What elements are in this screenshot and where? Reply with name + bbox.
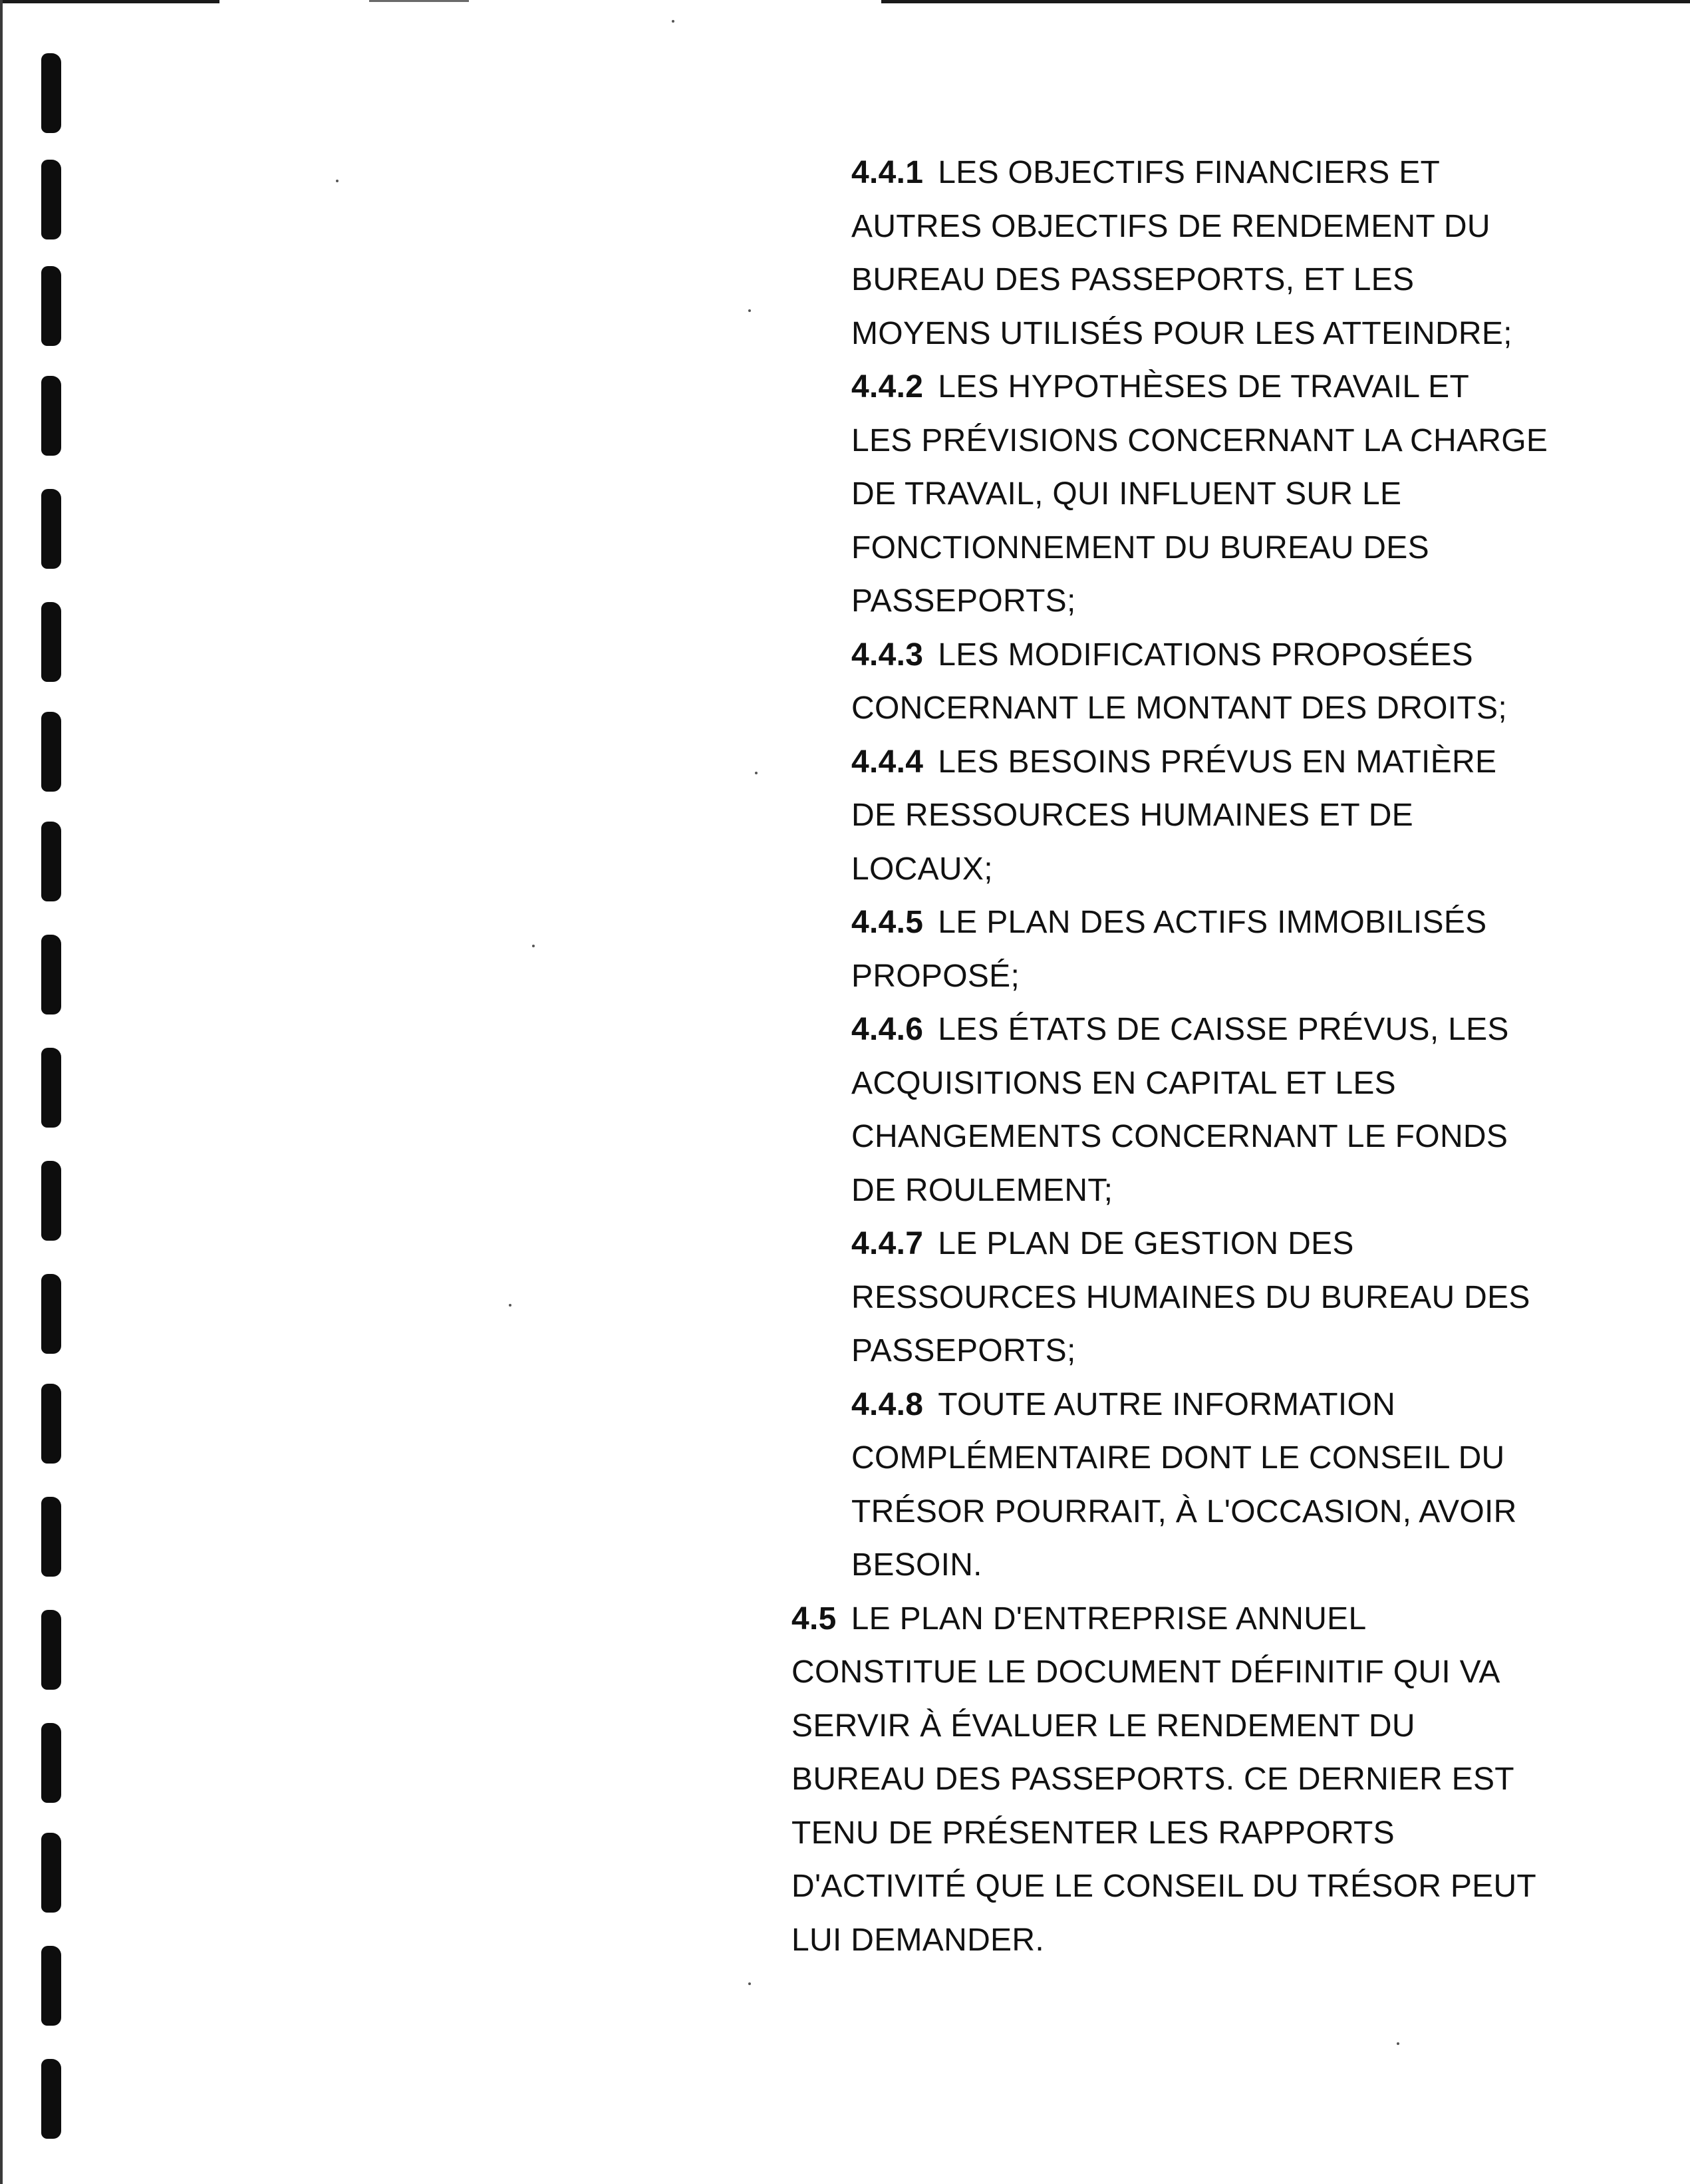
item-number: 4.4.7 bbox=[851, 1226, 924, 1261]
binding-hole bbox=[41, 2059, 61, 2139]
item-number: 4.4.6 bbox=[851, 1012, 924, 1047]
list-item bbox=[785, 629, 1643, 736]
item-text-line: DE RESSOURCES HUMAINES ET DE bbox=[851, 798, 1414, 833]
item-text-line: DE TRAVAIL, QUI INFLUENT SUR LE bbox=[851, 476, 1402, 512]
item-text-line: ACQUISITIONS EN CAPITAL ET LES bbox=[851, 1065, 1396, 1101]
binding-hole bbox=[41, 53, 61, 133]
item-text-line: AUTRES OBJECTIFS DE RENDEMENT DU bbox=[851, 208, 1490, 244]
list-item-first-line bbox=[851, 629, 1643, 683]
item-text-line: LOCAUX; bbox=[851, 851, 993, 887]
item-text-line: COMPLÉMENTAIRE DONT LE CONSEIL DU bbox=[851, 1440, 1505, 1476]
item-number: 4.4.8 bbox=[851, 1386, 924, 1422]
item-text: LES ÉTATS DE CAISSE PRÉVUS, LES bbox=[938, 1012, 1509, 1047]
item-text-line: PASSEPORTS; bbox=[851, 1333, 1076, 1368]
item-text-line: LUI DEMANDER. bbox=[791, 1922, 1044, 1958]
item-text: LES HYPOTHÈSES DE TRAVAIL ET bbox=[938, 369, 1470, 404]
binding-hole bbox=[41, 160, 61, 239]
section-paragraph bbox=[785, 1593, 1643, 1968]
list-item-first-line bbox=[791, 1593, 1643, 1646]
item-text-line: TRÉSOR POURRAIT, À L'OCCASION, AVOIR bbox=[851, 1493, 1517, 1529]
binding-hole bbox=[41, 1497, 61, 1577]
binding-hole bbox=[41, 1946, 61, 2026]
scan-speck bbox=[1397, 2042, 1399, 2045]
item-text-line: LES PRÉVISIONS CONCERNANT LA CHARGE bbox=[851, 422, 1548, 458]
list-item bbox=[785, 146, 1643, 361]
item-number: 4.5 bbox=[791, 1601, 837, 1637]
item-text: LES OBJECTIFS FINANCIERS ET bbox=[938, 155, 1441, 190]
binding-holes bbox=[0, 0, 80, 2184]
item-text: TOUTE AUTRE INFORMATION bbox=[938, 1386, 1396, 1422]
item-text-line: FONCTIONNEMENT DU BUREAU DES bbox=[851, 530, 1429, 565]
item-number: 4.4.5 bbox=[851, 905, 924, 940]
scan-speck bbox=[336, 180, 339, 182]
list-item bbox=[785, 1378, 1643, 1593]
item-text-line: CHANGEMENTS CONCERNANT LE FONDS bbox=[851, 1119, 1508, 1154]
list-item bbox=[785, 896, 1643, 1003]
item-text: LES MODIFICATIONS PROPOSÉES bbox=[938, 637, 1473, 673]
list-item-first-line bbox=[851, 361, 1643, 414]
list-item bbox=[785, 361, 1643, 629]
list-item bbox=[785, 736, 1643, 897]
item-number: 4.4.4 bbox=[851, 744, 924, 780]
item-text-line: DE ROULEMENT; bbox=[851, 1172, 1113, 1208]
item-text: LES BESOINS PRÉVUS EN MATIÈRE bbox=[938, 744, 1497, 780]
list-item-first-line bbox=[851, 896, 1643, 950]
scan-speck bbox=[672, 20, 674, 23]
item-text-line: BUREAU DES PASSEPORTS. CE DERNIER EST bbox=[791, 1762, 1514, 1797]
binding-hole bbox=[41, 935, 61, 1014]
binding-hole bbox=[41, 822, 61, 901]
item-text-line: MOYENS UTILISÉS POUR LES ATTEINDRE; bbox=[851, 315, 1512, 351]
item-text-line: D'ACTIVITÉ QUE LE CONSEIL DU TRÉSOR PEUT bbox=[791, 1869, 1537, 1904]
item-number: 4.4.3 bbox=[851, 637, 924, 673]
binding-hole bbox=[41, 1833, 61, 1913]
item-text-line: PROPOSÉ; bbox=[851, 958, 1020, 994]
item-number: 4.4.2 bbox=[851, 369, 924, 404]
item-text-line: PASSEPORTS; bbox=[851, 583, 1076, 619]
top-edge-rule-middle bbox=[369, 0, 469, 2]
scan-speck bbox=[532, 945, 535, 947]
item-text: LE PLAN D'ENTREPRISE ANNUEL bbox=[851, 1601, 1367, 1637]
binding-hole bbox=[41, 602, 61, 682]
binding-hole bbox=[41, 1384, 61, 1464]
binding-hole bbox=[41, 1161, 61, 1241]
item-text: LE PLAN DES ACTIFS IMMOBILISÉS bbox=[938, 905, 1487, 940]
item-text-line: CONSTITUE LE DOCUMENT DÉFINITIF QUI VA bbox=[791, 1654, 1500, 1690]
list-item-first-line bbox=[851, 146, 1643, 200]
list-item-first-line bbox=[851, 736, 1643, 790]
item-number: 4.4.1 bbox=[851, 155, 924, 190]
binding-hole bbox=[41, 266, 61, 346]
list-item-first-line bbox=[851, 1217, 1643, 1271]
list-item-first-line bbox=[851, 1378, 1643, 1432]
binding-hole bbox=[41, 1610, 61, 1690]
binding-hole bbox=[41, 1274, 61, 1354]
item-text-line: BESOIN. bbox=[851, 1547, 982, 1583]
scan-speck bbox=[748, 1982, 751, 1985]
binding-hole bbox=[41, 712, 61, 792]
binding-hole bbox=[41, 489, 61, 569]
item-text-line: CONCERNANT LE MONTANT DES DROITS; bbox=[851, 691, 1508, 726]
item-text-line: TENU DE PRÉSENTER LES RAPPORTS bbox=[791, 1815, 1395, 1851]
item-text-line: SERVIR À ÉVALUER LE RENDEMENT DU bbox=[791, 1708, 1415, 1744]
scan-speck bbox=[755, 772, 758, 774]
top-edge-rule-right bbox=[881, 0, 1690, 3]
list-item-first-line bbox=[851, 1003, 1643, 1057]
binding-hole bbox=[41, 376, 61, 456]
item-text-line: BUREAU DES PASSEPORTS, ET LES bbox=[851, 262, 1415, 297]
list-item bbox=[785, 1003, 1643, 1217]
binding-hole bbox=[41, 1048, 61, 1128]
item-text-line: RESSOURCES HUMAINES DU BUREAU DES bbox=[851, 1279, 1530, 1315]
scan-speck bbox=[748, 309, 751, 312]
scan-speck bbox=[509, 1304, 511, 1307]
item-text: LE PLAN DE GESTION DES bbox=[938, 1226, 1354, 1261]
document-body bbox=[785, 146, 1643, 1967]
list-item bbox=[785, 1217, 1643, 1378]
binding-hole bbox=[41, 1723, 61, 1803]
